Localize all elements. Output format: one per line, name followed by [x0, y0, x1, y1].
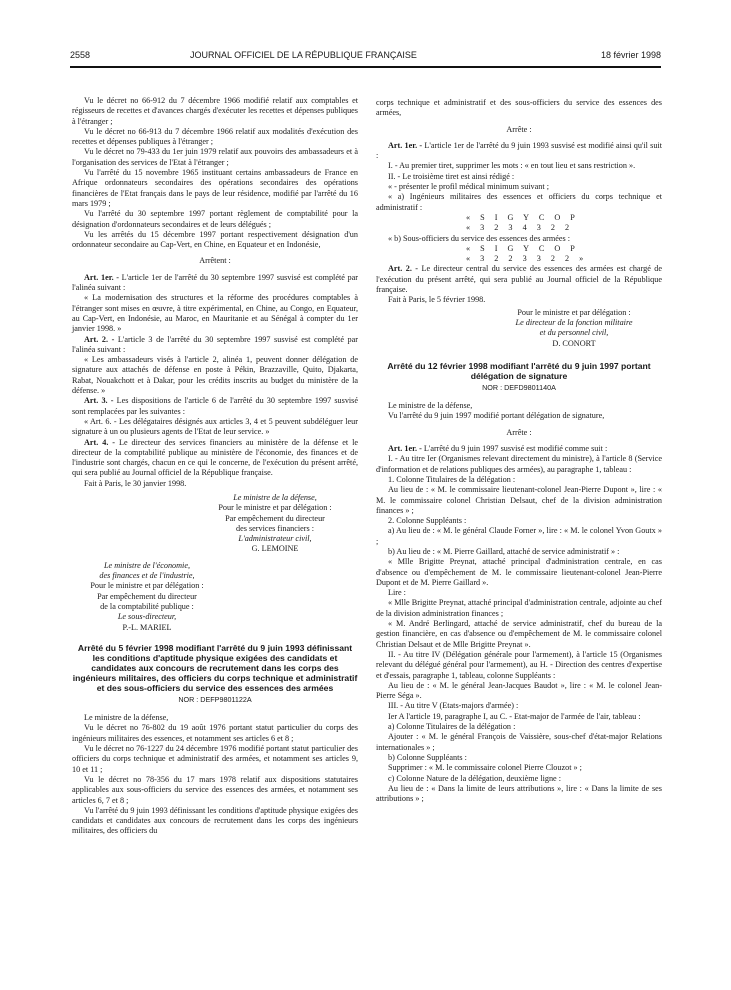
signature-line: Par empêchement du directeur [97, 591, 197, 601]
article-1 [376, 444, 662, 454]
paragraph: « b) Sous-officiers du service des essences des armées : [388, 233, 570, 243]
paragraph: « Mlle Brigitte Preynat, attaché principal d'administration centrale, en cas d'absence ou d'empêchement de M. le commissaire lieutenant-colonel Jean-Pierre Dupont et de M. Pierre Gaillard ». [376, 557, 662, 587]
nor-reference: NOR : DEFP9801122A [178, 694, 252, 704]
page-number: 2558 [70, 50, 91, 60]
paragraph: II. - Le troisième tiret est ainsi rédigé : [388, 171, 515, 181]
paragraph: « a) Ingénieurs militaires des essences et officiers du corps technique et administratif : [376, 192, 662, 212]
paragraph: Lire : [388, 588, 406, 598]
article-label: Art. 1er. - [388, 140, 423, 150]
signature-name: P.-L. MARIEL [122, 622, 172, 632]
nor-reference: NOR : DEFD9801140A [482, 382, 556, 392]
arrete-heading: Arrête : [506, 427, 532, 437]
quote-paragraph: « Les ambassadeurs visés à l'article 2, alinéa 1, peuvent donner délégation de signature aux attachés de défense en poste à Pékin, Brazzaville, Quito, Djakarta, Rabat, Nouakchott et à Dakar, pour les crédits inscrits au budget du ministère de la défense. » [72, 355, 358, 396]
article-label: Art. 4. - [84, 437, 116, 447]
visa-paragraph: Vu l'arrêté du 9 juin 1997 modifié portant délégation de signature, [388, 411, 605, 421]
paragraph: b) Au lieu de : « M. Pierre Gaillard, attaché de service administratif » : [388, 546, 620, 556]
signature-date: Fait à Paris, le 5 février 1998. [388, 295, 486, 305]
paragraph: Au lieu de : « M. le commissaire lieutenant-colonel Jean-Pierre Dupont », lire : « M. le commissaire colonel Christian Delsaut, chef de la division administration finances » ; [376, 485, 662, 515]
paragraph: Au lieu de : « Dans la limite de leurs attributions », lire : « Dans la limite de ses attributions » ; [376, 783, 662, 804]
visa-paragraph: Vu le décret no 76-1227 du 24 décembre 1976 modifié portant statut particulier des officiers du corps technique et administratif des armées, et notamment ses articles 9, 10 et 11 ; [72, 744, 358, 774]
signature-name: G. LEMOINE [251, 544, 299, 554]
profile-code: « 3 2 2 3 3 2 2 » [466, 254, 588, 264]
signature-line: des finances et de l'industrie, [99, 571, 195, 581]
minister-line: Le ministre de la défense, [84, 713, 169, 723]
signature-line: des services financiers : [236, 523, 314, 533]
page-header [70, 50, 661, 66]
article-1 [72, 273, 358, 294]
article-text: L'article 3 de l'arrêté du 30 septembre 1997 susvisé est complété par l'alinéa suivant : [72, 334, 358, 354]
visa-paragraph: Vu l'arrêté du 15 novembre 1965 instituant certains ambassadeurs de France en Afrique ordonnateurs secondaires des opérations secondaires des opérations financières de l'Etat français dans le pays de leur résidence, modifié par l'arrêté du 16 mars 1979 ; [72, 168, 358, 208]
article-2 [72, 335, 358, 356]
signature-block-2 [72, 561, 222, 633]
article-text: Le directeur des services financiers au ministère de la défense et le directeur de la comptabilité publique au ministère de l'économie, des finances et de l'industrie sont chargés, chacun en ce qui le concerne, de l'exécution du présent arrêté, qui sera publié au Journal officiel de la République française. [72, 437, 358, 478]
visa-paragraph: Vu le décret no 66-912 du 7 décembre 1966 modifié relatif aux comptables et régisseurs de recettes et d'avances chargés d'exécuter les recettes et dépenses publiques à l'étranger ; [72, 96, 358, 126]
paragraph: a) Au lieu de : « M. le général Claude Forner », lire : « M. le colonel Yvon Goutx » ; [376, 526, 662, 546]
profile-code: « S I G Y C O P [466, 212, 579, 222]
paragraph: b) Colonne Suppléants : [388, 752, 467, 762]
signature-line: L'administrateur civil, [238, 534, 312, 544]
signature-line: Par empêchement du directeur [225, 513, 325, 523]
article-2 [376, 264, 662, 295]
paragraph: « M. André Berlingard, attaché de service administratif, chef du bureau de la gestion financière, en cas d'absence ou d'empêchement de M. le commissaire colonel Christian Delsaut et de Mlle Brigitte Preynat ». [376, 619, 662, 649]
article-text: L'arrêté du 9 juin 1997 susvisé est modifié comme suit : [423, 444, 608, 454]
paragraph: c) Colonne Nature de la délégation, deuxième ligne : [388, 773, 562, 783]
paragraph: 1. Colonne Titulaires de la délégation : [388, 474, 516, 484]
right-column [376, 98, 662, 804]
signature-line: Le directeur de la fonction militaire [515, 317, 633, 327]
paragraph: Supprimer : « M. le commissaire colonel Pierre Clouzot » ; [388, 763, 582, 773]
signature-line: Le sous-directeur, [117, 612, 177, 622]
quote-paragraph: « La modernisation des structures et la réforme des procédures comptables à l'étranger sont mises en œuvre, à titre expérimental, en Chine, au Congo, en Equateur, au Cap-Vert, en Indonésie, au Maroc, en Mauritanie et au Sénégal à compter du 1er janvier 1998. » [72, 293, 358, 334]
article-label: Art. 3. - [84, 396, 114, 406]
signature-block-1 [192, 493, 358, 555]
article-label: Art. 2. - [84, 334, 115, 344]
signature-line: Pour le ministre et par délégation : [90, 581, 204, 591]
signature-line: de la comptabilité publique : [100, 601, 194, 611]
signature-line: et du personnel civil, [539, 328, 609, 338]
arrete-heading: Arrête : [506, 124, 532, 134]
article-label: Art. 1er. - [84, 272, 120, 282]
left-column [72, 96, 358, 837]
paragraph: « Mlle Brigitte Preynat, attaché principal d'administration centrale, adjointe au chef de la division administration finances ; [376, 598, 662, 618]
article-4 [72, 438, 358, 479]
signature-line: Le ministre de la défense, [233, 492, 317, 502]
visa-paragraph: Vu l'arrêté du 9 juin 1993 définissant les conditions d'aptitude physique exigées des candidats et candidates aux concours de recrutement dans les corps des ingénieurs militaires, des officiers du [72, 805, 358, 836]
paragraph: I. - Au premier tiret, supprimer les mots : « en tout lieu et sans restriction ». [388, 161, 636, 171]
signature-date: Fait à Paris, le 30 janvier 1998. [84, 478, 187, 488]
paragraph: II. - Au titre IV (Délégation générale pour l'armement), à l'article 15 (Organismes relevant du délégué général pour l'armement), au H. - Direction des centres d'expertise et d'essais, paragraphe 1, tableau, colonne Suppléants : [376, 649, 662, 680]
paragraph: Au lieu de : « M. le général Jean-Jacques Baudot », lire : « M. le colonel Jean-Pierre Séga ». [376, 680, 662, 701]
article-text: L'article 1er de l'arrêté du 9 juin 1993 susvisé est modifié ainsi qu'il suit : [376, 140, 663, 161]
article-text: Le directeur central du service des essences des armées est chargé de l'exécution du présent arrêté, qui sera publié au Journal officiel de la République française. [376, 264, 663, 295]
arretent-heading: Arrêtent : [199, 256, 231, 266]
signature-line: Le ministre de l'économie, [103, 560, 191, 570]
visa-paragraph: Vu le décret no 76-802 du 19 août 1976 portant statut particulier du corps des ingénieurs militaires des essences, et notamment ses articles 6 et 8 ; [72, 723, 358, 743]
visa-paragraph: Vu les arrêtés du 15 décembre 1997 portant respectivement désignation d'un ordonnateur secondaire au Cap-Vert, en Chine, en Equateur et en Indonésie, [72, 229, 358, 250]
article-text: L'article 1er de l'arrêté du 30 septembre 1997 susvisé est complété par l'alinéa suivant : [72, 272, 358, 293]
article-3 [72, 396, 358, 417]
signature-name: D. CONORT [552, 338, 596, 348]
minister-line: Le ministre de la défense, [388, 401, 473, 411]
signature-line: Pour le ministre et par délégation : [218, 503, 332, 513]
decree-title: Arrêté du 5 février 1998 modifiant l'arrêté du 9 juin 1993 définissant les conditions d'aptitude physique exigées des candidats et candidates aux concours de recrutement dans les corps des ingénieurs militaires, des officiers du corps technique et administratif et des sous-officiers du service des essences des armées [72, 642, 358, 693]
paragraph: « - présenter le profil médical minimum suivant ; [388, 182, 549, 192]
signature-block [486, 308, 662, 349]
article-1 [376, 141, 662, 162]
paragraph: III. - Au titre V (Etats-majors d'armée) : [388, 701, 519, 711]
article-label: Art. 1er. - [388, 444, 422, 454]
header-rule [70, 66, 661, 68]
article-label: Art. 2. - [388, 264, 419, 274]
paragraph: 2. Colonne Suppléants : [388, 516, 467, 526]
issue-date: 18 février 1998 [600, 50, 661, 60]
quote-paragraph: « Art. 6. - Les délégataires désignés aux articles 3, 4 et 5 peuvent subdéléguer leur signature à un ou plusieurs agents de l'Etat de leur service. » [72, 416, 358, 437]
paragraph: Ier A l'article 19, paragraphe I, au C. - Etat-major de l'armée de l'air, tableau : [388, 711, 641, 721]
visa-paragraph: Vu le décret no 78-356 du 17 mars 1978 relatif aux dispositions statutaires applicables aux sous-officiers du service des essences des armées, et notamment ses articles 6, 7 et 8 ; [72, 774, 358, 805]
journal-title: JOURNAL OFFICIEL DE LA RÉPUBLIQUE FRANÇAISE [190, 50, 417, 60]
visa-paragraph: Vu l'arrêté du 30 septembre 1997 portant règlement de comptabilité pour la désignation d'ordonnateurs secondaires et de leurs délégués ; [72, 209, 358, 229]
visa-paragraph: Vu le décret no 66-913 du 7 décembre 1966 relatif aux modalités d'exécution des recettes et dépenses publiques à l'étranger ; [72, 126, 358, 147]
decree-title: Arrêté du 12 février 1998 modifiant l'arrêté du 9 juin 1997 portant délégation de signature [387, 360, 651, 381]
visa-paragraph: Vu le décret no 79-433 du 1er juin 1979 relatif aux pouvoirs des ambassadeurs et à l'organisation des services de l'Etat à l'étranger ; [72, 147, 358, 167]
profile-code: « S I G Y C O P [466, 243, 579, 253]
article-text: Les dispositions de l'article 6 de l'arrêté du 30 septembre 1997 susvisé sont remplacées par les suivantes : [72, 396, 359, 416]
signature-line: Pour le ministre et par délégation : [517, 307, 631, 317]
paragraph: I. - Au titre Ier (Organismes relevant directement du ministre), à l'article 8 (Service d'information et de relations publiques des armées), au paragraphe 1, tableau : [376, 454, 662, 474]
profile-code: « 3 2 3 4 3 2 2 [466, 223, 574, 233]
paragraph: Ajouter : « M. le général François de Vaissière, sous-chef d'état-major Relations internationales » ; [376, 732, 662, 752]
continuation-paragraph: corps technique et administratif et des sous-officiers du service des essences des armées, [376, 98, 662, 118]
paragraph: a) Colonne Titulaires de la délégation : [388, 722, 516, 732]
